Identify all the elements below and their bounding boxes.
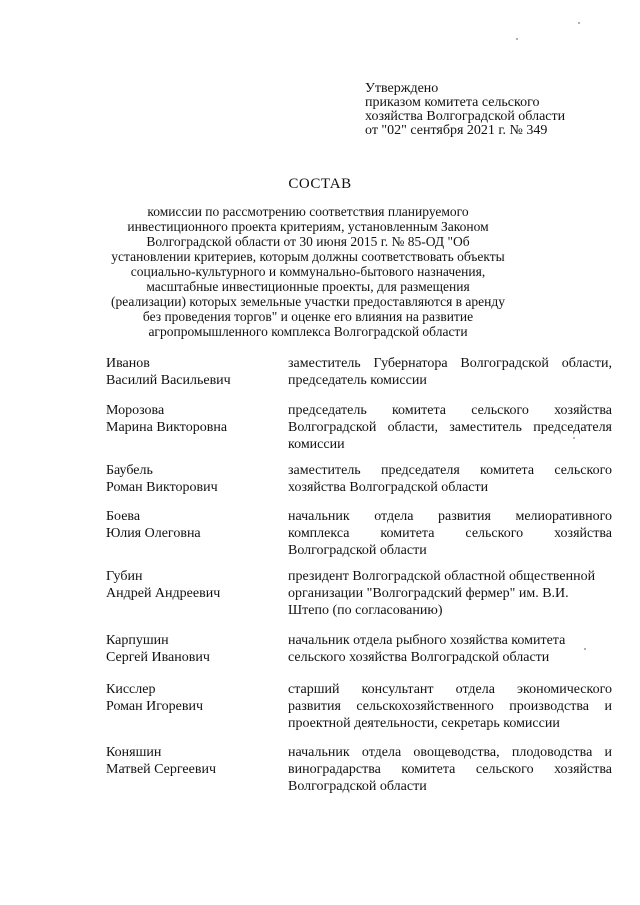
member-name [106,568,281,602]
member-surname: Баубель [106,463,153,478]
member-name [106,355,281,389]
member-role: заместитель председателя комитета сельского хозяйства Волгоградской области [288,463,612,495]
approval-line: Утверждено [365,81,439,96]
scan-speck [573,437,575,439]
member-given-names: Юлия Олеговна [106,526,201,541]
member-given-names: Марина Викторовна [106,420,228,435]
member-given-names: Роман Игоревич [106,699,204,714]
member-role: заместитель Губернатора Волгоградской области, председатель комиссии [288,356,612,388]
approval-line: приказом комитета сельского [365,95,540,110]
member-role: начальник отдела овощеводства, плодоводства и виноградарства комитета сельского хозяйства Волгоградской области [288,745,612,794]
member-name [106,462,281,496]
member-given-names: Сергей Иванович [106,650,210,665]
member-role: начальник отдела развития мелиоративного комплекса комитета сельского хозяйства Волгоградской области [288,509,612,558]
member-surname: Морозова [106,403,165,418]
member-name [106,681,281,715]
approval-line: от "02" сентября 2021 г. № 349 [365,123,548,138]
member-given-names: Василий Васильевич [106,373,231,388]
member-role: начальник отдела рыбного хозяйства комитета сельского хозяйства Волгоградской области [288,633,566,665]
member-name [106,632,281,666]
member-given-names: Роман Викторович [106,480,218,495]
member-name [106,402,281,436]
member-role: президент Волгоградской областной общественной организации "Волгоградский фермер" им. В.И. Штепо (по согласованию) [288,569,596,618]
member-given-names: Матвей Сергеевич [106,762,217,777]
member-name [106,744,281,778]
member-given-names: Андрей Андреевич [106,586,221,601]
member-surname: Губин [106,569,143,584]
member-surname: Карпушин [106,633,169,648]
scan-speck [578,22,580,24]
member-surname: Кисслер [106,682,156,697]
approval-block [365,82,565,138]
document-title: СОСТАВ [288,176,352,192]
member-role: старший консультант отдела экономического развития сельскохозяйственного производства и проектной деятельности, секретарь комиссии [288,682,612,731]
scan-speck [516,38,518,40]
scan-speck [584,648,586,650]
document-subtitle: комиссии по рассмотрению соответствия планируемого инвестиционного проекта критериям, установленным Законом Волгоградской области от 30 июня 2015 г. № 85-ОД "Об установлении критериев, которым должны соответствовать объекты социально-культурного и коммунально-бытового назначения, масштабные инвестиционные проекты, для размещения (реализации) которых земельные участки предоставляются в аренду без проведения торгов" и оценке его влияния на развитие агропромышленного комплекса Волгоградской области [110,204,505,339]
member-name [106,508,281,542]
member-surname: Иванов [106,356,150,371]
approval-line: хозяйства Волгоградской области [365,109,566,124]
member-surname: Коняшин [106,745,162,760]
member-role: председатель комитета сельского хозяйства Волгоградской области, заместитель председателя комиссии [288,403,612,452]
member-surname: Боева [106,509,141,524]
